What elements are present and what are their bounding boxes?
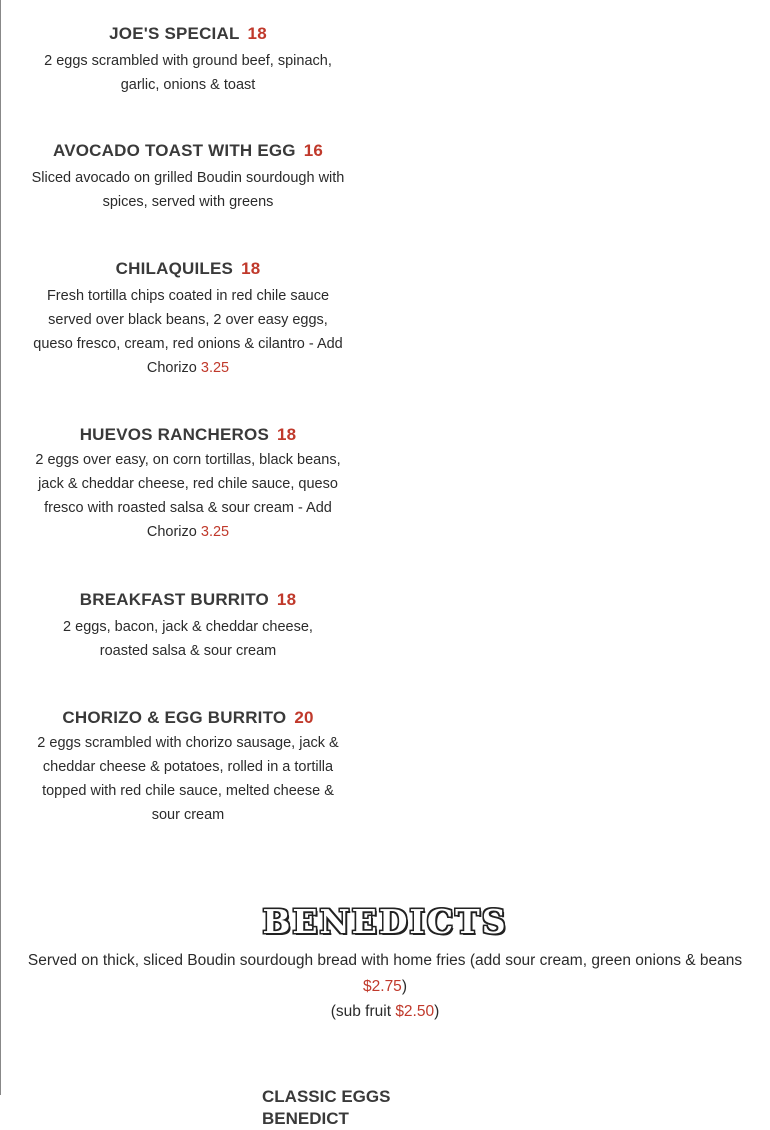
note-line-2: (sub fruit $2.50) (330, 1003, 440, 1020)
menu-item-chilaquiles (30, 258, 346, 380)
item-title: CHILAQUILES 18 (115, 259, 261, 278)
item-title: CHORIZO & EGG BURRITO 20 (62, 708, 314, 727)
next-item-title-cut: CLASSIC EGGS BENEDICT (262, 1087, 391, 1128)
section-title-benedicts: BENEDICTS (262, 902, 508, 941)
item-description: 2 eggs scrambled with ground beef, spinach, garlic, onions & toast (44, 53, 332, 93)
note-line-1-price: $2.75) (363, 977, 407, 995)
addon-price: 3.25 (200, 360, 230, 376)
addon-price: 3.25 (200, 524, 230, 540)
item-title: AVOCADO TOAST WITH EGG 16 (52, 141, 324, 160)
item-price: 18 (241, 259, 261, 278)
item-price: 18 (276, 590, 297, 609)
item-title: BREAKFAST BURRITO 18 (79, 590, 297, 609)
note-line-1: Served on thick, sliced Boudin sourdough bread with home fries (add sour cream, green onions & beans (27, 952, 743, 969)
menu-item-avocado-toast (30, 140, 346, 214)
item-description: 2 eggs over easy, on corn tortillas, black beans, jack & cheddar cheese, red chile sauce, queso fresco with roasted salsa & sour cream - Add Chorizo 3.25 (35, 452, 341, 540)
item-price: 20 (294, 708, 314, 727)
item-price: 18 (247, 24, 267, 43)
menu-item-chorizo-egg-burrito (30, 707, 346, 827)
item-title: JOE'S SPECIAL 18 (109, 24, 267, 43)
item-description: Sliced avocado on grilled Boudin sourdough with spices, served with greens (31, 170, 345, 210)
menu-item-joes-special (30, 23, 346, 97)
benedicts-note (0, 948, 770, 1025)
item-price: 16 (303, 141, 324, 160)
menu-item-breakfast-burrito (30, 589, 346, 663)
item-description: 2 eggs scrambled with chorizo sausage, jack & cheddar cheese & potatoes, rolled in a tortilla topped with red chile sauce, melted cheese & sour cream (37, 735, 339, 823)
item-description: 2 eggs, bacon, jack & cheddar cheese, roasted salsa & sour cream (63, 619, 313, 659)
menu-item-huevos-rancheros (30, 424, 346, 544)
item-description: Fresh tortilla chips coated in red chile sauce served over black beans, 2 over easy eggs, queso fresco, cream, red onions & cilantro - Add Chorizo 3.25 (33, 288, 343, 376)
item-price: 18 (276, 425, 297, 444)
item-title: HUEVOS RANCHEROS 18 (79, 425, 297, 444)
